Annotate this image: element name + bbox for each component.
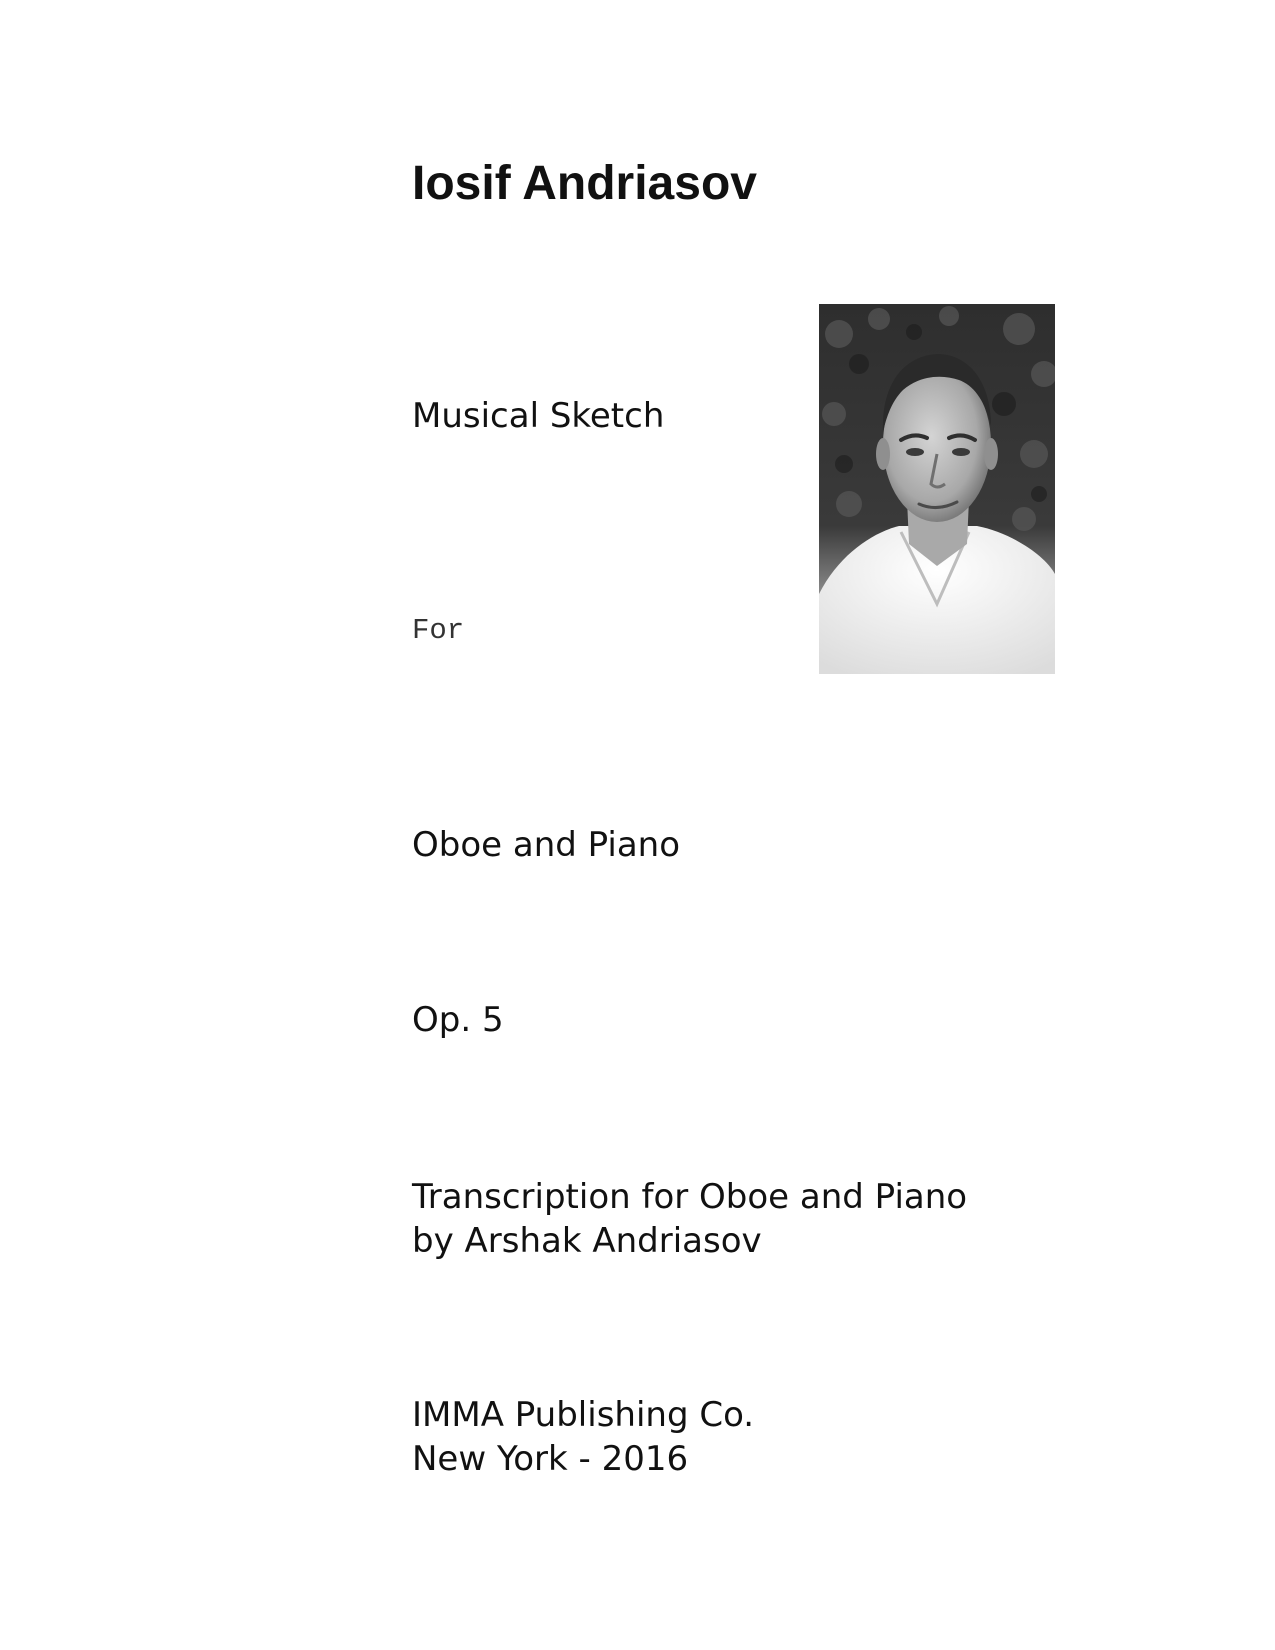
publication-place-year: New York - 2016 <box>412 1439 689 1479</box>
work-title: Musical Sketch <box>412 396 665 436</box>
opus-number: Op. 5 <box>412 1000 504 1040</box>
transcription-credit-line1: Transcription for Oboe and Piano <box>412 1177 968 1217</box>
composer-portrait-photo <box>819 304 1055 674</box>
publisher-name: IMMA Publishing Co. <box>412 1395 755 1435</box>
composer-name: Iosif Andriasov <box>412 157 757 210</box>
instrumentation: Oboe and Piano <box>412 825 681 865</box>
transcription-credit-line2: by Arshak Andriasov <box>412 1221 762 1261</box>
for-label: For <box>412 614 465 647</box>
